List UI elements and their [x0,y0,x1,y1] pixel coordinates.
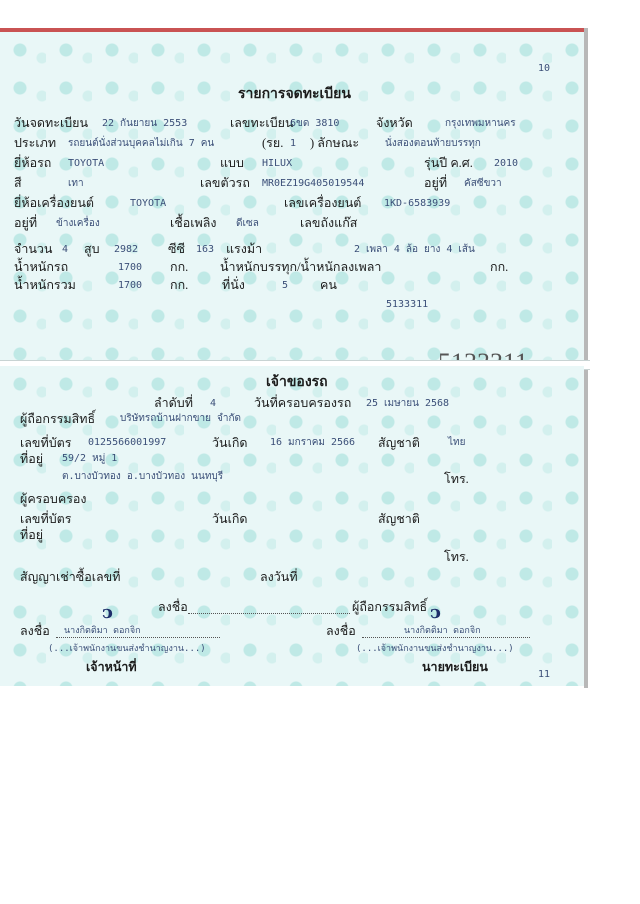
sign-line [188,613,350,614]
fuel-value: ดีเซล [236,218,259,229]
book-edge-right [584,28,588,688]
weight-value: 1700 [118,262,143,273]
order-value: 4 [210,398,217,409]
weight-unit: กก. [170,260,189,274]
model-value: HILUX [262,158,293,169]
sign-left-position: (...เจ้าพนักงานขนส่งชำนาญงาน...) [48,644,206,654]
hire-date-label: ลงวันที่ [260,570,298,584]
gross-weight-unit: กก. [170,278,189,292]
registration-heading: รายการจดทะเบียน [238,87,351,102]
signature-right-mark: ↄ [430,602,441,623]
order-label: ลำดับที่ [154,396,193,410]
reg-no-value: 6ขด 3810 [290,118,340,129]
engine-brand-value: TOYOTA [130,198,167,209]
seats-value: 5 [282,280,289,291]
chassis-label: เลขตัวรถ [200,176,250,190]
load-label: น้ำหนักบรรทุก/น้ำหนักลงเพลา [220,260,382,274]
gross-weight-value: 1700 [118,280,143,291]
load-unit: กก. [490,260,509,274]
tel-label: โทร. [444,472,469,486]
address-label: ที่อยู่ [20,452,44,466]
reg-date-value: 22 กันยายน 2553 [102,118,188,129]
signature-left-mark: ↄ [102,602,113,623]
birth-value: 16 มกราคม 2566 [270,437,356,448]
holder-address-label: ที่อยู่ [20,528,44,542]
sign-right-role: นายทะเบียน [422,660,488,674]
sign-left-role: เจ้าหน้าที่ [86,660,137,674]
chassis-value: MR0EZ19G405019544 [262,178,365,189]
cylinder-label: สูบ [84,242,100,256]
owner-page [0,366,584,686]
hp-label: แรงม้า [226,242,263,256]
holder-tel-label: โทร. [444,550,469,564]
sign-right-label: ลงชื่อ [326,624,356,638]
owner-value: บริษัทรถบ้านฝากขาย จำกัด [120,413,242,424]
weight-label: น้ำหนักรถ [14,260,69,274]
sign-owner-label: ผู้ถือกรรมสิทธิ์ [352,600,428,614]
cc-value: 2982 [114,244,139,255]
registration-page [0,32,584,362]
fuel-label: เชื้อเพลิง [170,216,217,230]
type-label: ประเภท [14,136,57,150]
birth-label: วันเกิด [212,436,248,450]
char-label: ) ลักษณะ [310,136,360,150]
sign-left-name: นางกิตติมา ดอกจิก [64,626,141,636]
brand-value: TOYOTA [68,158,105,169]
owner-heading: เจ้าของรถ [266,375,328,390]
char-value: นั่งสองตอนท้ายบรรทุก [385,138,481,149]
year-label: รุ่นปี ค.ศ. [424,156,473,170]
engine-brand-label: ยี่ห้อเครื่องยนต์ [14,196,95,210]
cc-label: ซีซี [168,242,185,256]
sign-left-label: ลงชื่อ [20,624,50,638]
seats-label: ที่นั่ง [222,278,245,292]
ry-value: 1 [290,138,297,149]
address-line-1: 59/2 หมู่ 1 [62,453,118,464]
count-label: จำนวน [14,242,53,256]
type-value: รถยนต์นั่งส่วนบุคคลไม่เกิน 7 คน [68,138,215,149]
holder-birth-label: วันเกิด [212,512,248,526]
persons-label: คน [320,278,337,292]
hire-purchase-label: สัญญาเช่าซื้อเลขที่ [20,570,121,584]
brand-label: ยี่ห้อรถ [14,156,52,170]
holder-label: ผู้ครอบครอง [20,492,87,506]
page-number-top: 10 [538,63,551,74]
id-value: 0125566001997 [88,437,167,448]
engine-no-value: 1KD-6583939 [384,198,451,209]
engine-location-label: อยู่ที่ [14,216,38,230]
nationality-value: ไทย [448,437,466,448]
ry-label: (รย. [262,136,284,150]
province-value: กรุงเทพมหานคร [445,118,516,129]
possess-date-value: 25 เมษายน 2568 [366,398,450,409]
serial-small: 5133311 [386,299,429,310]
cylinder-value: 4 [62,244,69,255]
nationality-label: สัญชาติ [378,436,420,450]
page-number-bottom: 11 [538,669,551,680]
chassis-location-value: คัสซีขวา [464,178,502,189]
color-label: สี [14,176,22,190]
hp-value: 163 [196,244,215,255]
year-value: 2010 [494,158,519,169]
gas-tank-label: เลขถังแก๊ส [300,216,358,230]
sign-right-position: (...เจ้าพนักงานขนส่งชำนาญงาน...) [356,644,514,654]
gross-weight-label: น้ำหนักรวม [14,278,76,292]
model-label: แบบ [220,156,244,170]
axle-text: 2 เพลา 4 ล้อ ยาง 4 เส้น [354,244,475,255]
possess-date-label: วันที่ครอบครองรถ [254,396,352,410]
engine-no-label: เลขเครื่องยนต์ [284,196,362,210]
color-value: เทา [68,178,84,189]
address-line-2: ต.บางบัวทอง อ.บางบัวทอง นนทบุรี [62,471,224,482]
chassis-location-label: อยู่ที่ [424,176,448,190]
sign-label: ลงชื่อ [158,600,188,614]
holder-nationality-label: สัญชาติ [378,512,420,526]
engine-location-value: ข้างเครื่อง [56,218,100,229]
reg-date-label: วันจดทะเบียน [14,116,89,130]
id-label: เลขที่บัตร [20,436,72,450]
sign-right-name: นางกิตติมา ดอกจิก [404,626,481,636]
holder-id-label: เลขที่บัตร [20,512,72,526]
reg-no-label: เลขทะเบียน [230,116,294,130]
province-label: จังหวัด [376,116,413,130]
owner-label: ผู้ถือกรรมสิทธิ์ [20,412,96,426]
